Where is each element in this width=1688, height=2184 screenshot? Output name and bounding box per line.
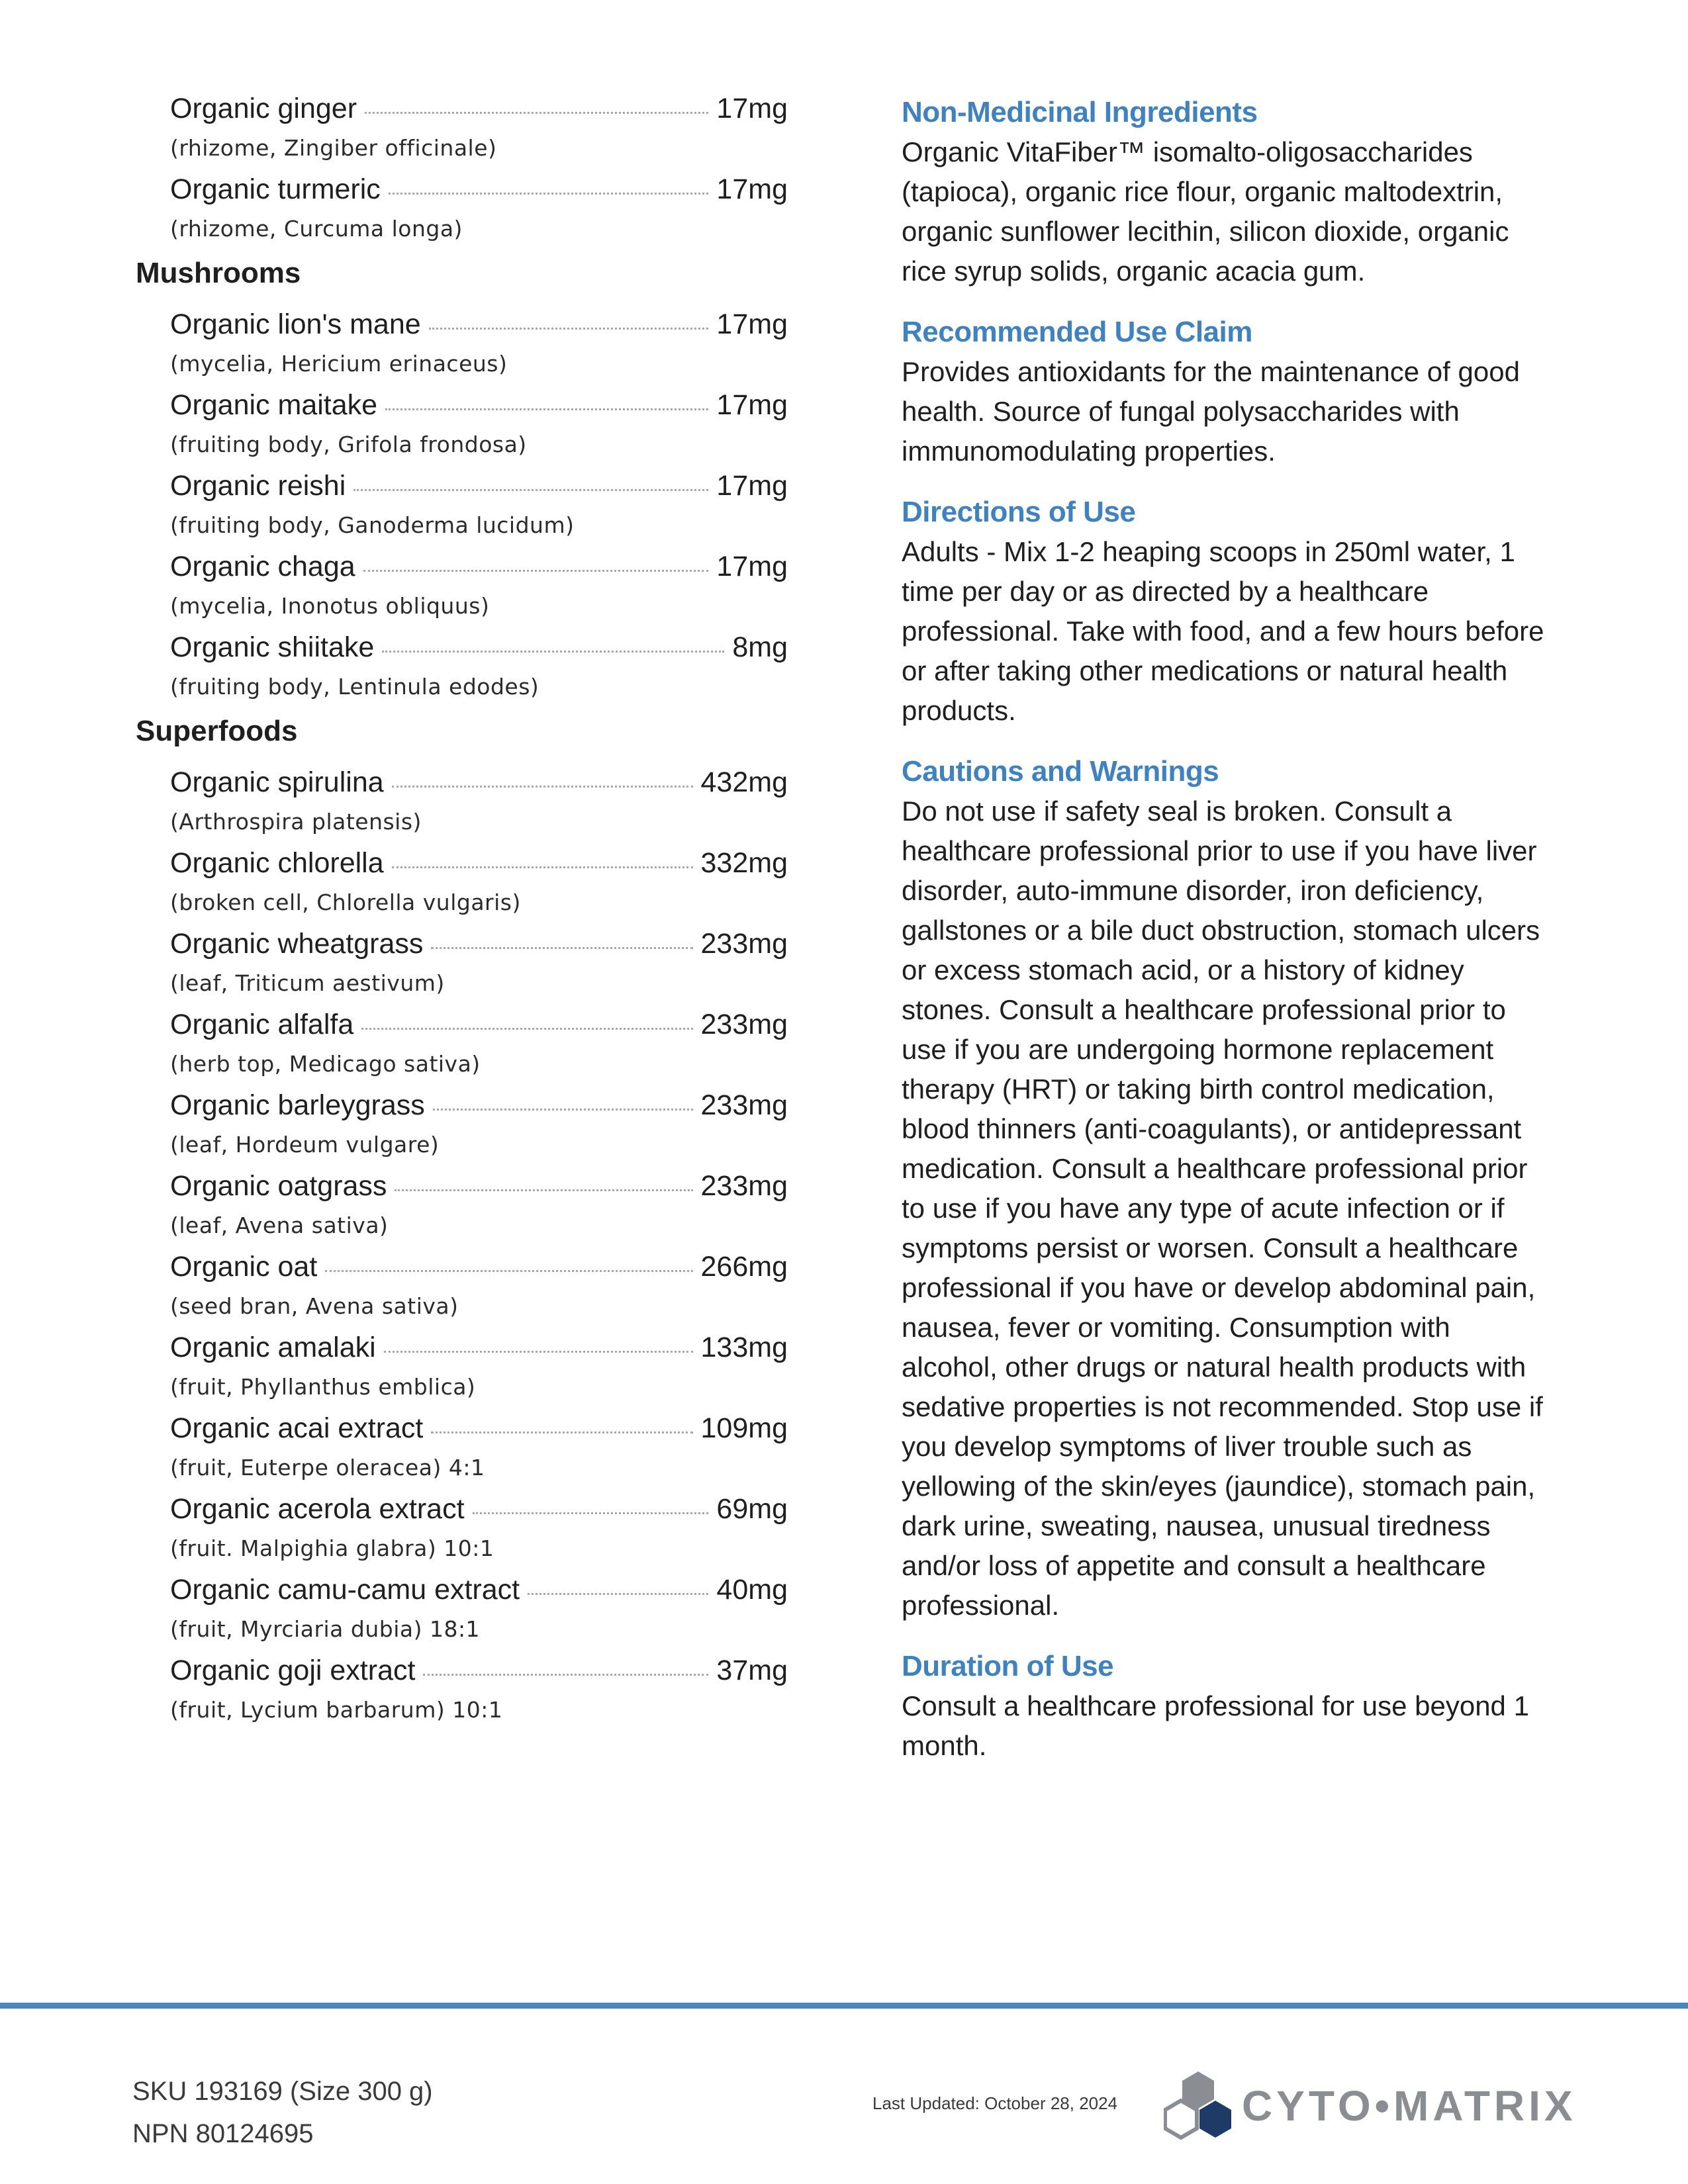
- ingredient-source: (broken cell, Chlorella vulgaris): [170, 889, 521, 915]
- dot-leader: [392, 785, 693, 788]
- dot-leader: [325, 1269, 692, 1272]
- dot-leader: [473, 1512, 709, 1514]
- ingredient-item: [170, 1574, 788, 1645]
- ingredient-source: (rhizome, Curcuma longa): [170, 216, 463, 242]
- ingredient-item: [170, 551, 788, 622]
- section-body: Do not use if safety seal is broken. Consult a healthcare professional prior to use if you have liver disorder, auto-immune disorder, iron deficiency, gallstones or a bile duct obstruction, stomach ulcers or excess stomach acid, or a history of kidney stones. Consult a healthcare professional prior to use if you are undergoing hormone replacement therapy (HRT) or taking birth control medication, blood thinners (anti-coagulants), or antidepressant medication. Consult a healthcare professional prior to use if you have any type of acute infection or if symptoms persist or worsen. Consult a healthcare professional if you have or develop abdominal pain, nausea, fever or vomiting. Consumption with alcohol, other drugs or natural health products with sedative properties is not recommended. Stop use if you develop symptoms of liver trouble such as yellowing of the skin/eyes (jaundice), stomach pain, dark urine, sweating, nausea, unusual tiredness and/or loss of appetite and consult a healthcare professional.: [902, 796, 1543, 1621]
- top-items: [136, 93, 788, 245]
- dot-leader: [361, 1027, 692, 1030]
- info-section: [902, 492, 1554, 731]
- ingredient-source: (fruit, Euterpe oleracea) 4:1: [170, 1455, 485, 1480]
- ingredient-row: [170, 551, 788, 590]
- ingredient-amount: 17mg: [716, 470, 788, 502]
- section-heading: Non-Medicinal Ingredients: [902, 96, 1258, 128]
- ingredient-source: (fruiting body, Lentinula edodes): [170, 674, 539, 700]
- ingredient-amount: 133mg: [700, 1332, 788, 1363]
- ingredient-item: [170, 1332, 788, 1403]
- section-heading: Directions of Use: [902, 496, 1136, 528]
- ingredient-source: (leaf, Hordeum vulgare): [170, 1132, 440, 1158]
- ingredient-row: [170, 93, 788, 132]
- ingredient-row: [170, 470, 788, 510]
- ingredient-row: [170, 1009, 788, 1048]
- ingredient-amount: 233mg: [700, 1009, 788, 1040]
- dot-leader: [389, 192, 709, 195]
- ingredient-source: (fruiting body, Ganoderma lucidum): [170, 512, 575, 538]
- ingredient-item: [170, 766, 788, 838]
- ingredient-row: [170, 1655, 788, 1694]
- info-section: [902, 752, 1554, 1625]
- ingredient-name: Organic barleygrass: [170, 1089, 425, 1121]
- ingredient-amount: 69mg: [716, 1493, 788, 1525]
- ingredient-name: Organic camu-camu extract: [170, 1574, 520, 1606]
- ingredient-row: [170, 1574, 788, 1614]
- ingredient-row: [170, 1170, 788, 1210]
- ingredient-name: Organic wheatgrass: [170, 928, 424, 960]
- ingredient-row: [170, 1493, 788, 1533]
- ingredient-amount: 17mg: [716, 173, 788, 205]
- ingredient-amount: 17mg: [716, 551, 788, 582]
- info-section: [902, 312, 1554, 471]
- section-heading: Cautions and Warnings: [902, 755, 1219, 788]
- ingredient-item: [170, 1412, 788, 1484]
- ingredient-item: [170, 1655, 788, 1726]
- cytomatrix-logo: [1164, 2070, 1577, 2142]
- logo-text: CYTO•MATRIX: [1242, 2082, 1577, 2130]
- ingredient-amount: 17mg: [716, 389, 788, 421]
- ingredient-row: [170, 847, 788, 887]
- ingredient-item: [170, 928, 788, 999]
- dot-leader: [431, 1431, 692, 1433]
- ingredient-source: (fruit, Phyllanthus emblica): [170, 1374, 476, 1400]
- ingredient-amount: 17mg: [716, 308, 788, 340]
- group-title: Superfoods: [136, 715, 298, 747]
- ingredient-amount: 233mg: [700, 928, 788, 960]
- ingredient-source: (mycelia, Inonotus obliquus): [170, 593, 490, 619]
- ingredient-amount: 37mg: [716, 1655, 788, 1686]
- dot-leader: [392, 866, 693, 868]
- ingredient-item: [170, 1493, 788, 1565]
- dot-leader: [363, 569, 709, 572]
- dot-leader: [353, 488, 708, 491]
- ingredient-group: [136, 254, 788, 703]
- ingredient-source: (fruiting body, Grifola frondosa): [170, 432, 527, 457]
- ingredient-name: Organic chaga: [170, 551, 355, 582]
- section-body: Provides antioxidants for the maintenance of good health. Source of fungal polysaccharides with immunomodulating properties.: [902, 356, 1520, 467]
- ingredient-row: [170, 1412, 788, 1452]
- ingredient-name: Organic goji extract: [170, 1655, 416, 1686]
- section-heading: Recommended Use Claim: [902, 316, 1252, 348]
- dot-leader: [365, 111, 708, 114]
- dot-leader: [385, 408, 708, 410]
- ingredient-item: [170, 847, 788, 919]
- ingredient-row: [170, 1332, 788, 1371]
- ingredient-name: Organic spirulina: [170, 766, 384, 798]
- ingredient-source: (fruit. Malpighia glabra) 10:1: [170, 1535, 494, 1561]
- ingredient-name: Organic chlorella: [170, 847, 384, 879]
- ingredient-source: (rhizome, Zingiber officinale): [170, 135, 497, 161]
- ingredient-item: [170, 1089, 788, 1161]
- ingredient-name: Organic maitake: [170, 389, 378, 421]
- group-title: Mushrooms: [136, 257, 301, 289]
- ingredient-name: Organic acai extract: [170, 1412, 424, 1444]
- info-section: [902, 1647, 1554, 1766]
- ingredient-row: [170, 1251, 788, 1291]
- ingredient-item: [170, 93, 788, 164]
- ingredient-amount: 332mg: [700, 847, 788, 879]
- dot-leader: [431, 946, 692, 949]
- ingredient-item: [170, 1170, 788, 1242]
- section-body: Organic VitaFiber™ isomalto-oligosaccharides (tapioca), organic rice flour, organic maltodextrin, organic sunflower lecithin, silicon dioxide, organic rice syrup solids, organic acacia gum.: [902, 136, 1509, 287]
- section-body: Adults - Mix 1-2 heaping scoops in 250ml water, 1 time per day or as directed by a healthcare professional. Take with food, and a few hours before or after taking other medications or natural health products.: [902, 536, 1544, 726]
- ingredient-amount: 233mg: [700, 1170, 788, 1202]
- ingredient-groups: [136, 254, 788, 1726]
- sku-text: SKU 193169 (Size 300 g): [132, 2077, 433, 2106]
- ingredient-source: (leaf, Triticum aestivum): [170, 970, 445, 996]
- dot-leader: [528, 1592, 708, 1595]
- product-info: [902, 93, 1554, 1787]
- ingredient-item: [170, 1009, 788, 1080]
- ingredient-source: (mycelia, Hericium erinaceus): [170, 351, 508, 377]
- ingredient-amount: 17mg: [716, 93, 788, 124]
- ingredient-amount: 109mg: [700, 1412, 788, 1444]
- npn-text: NPN 80124695: [132, 2119, 314, 2148]
- ingredient-row: [170, 766, 788, 806]
- ingredient-row: [170, 389, 788, 429]
- ingredient-name: Organic reishi: [170, 470, 346, 502]
- ingredient-source: (herb top, Medicago sativa): [170, 1051, 481, 1077]
- ingredient-list: [136, 93, 788, 1735]
- dot-leader: [384, 1350, 693, 1353]
- ingredient-name: Organic shiitake: [170, 631, 375, 663]
- ingredient-row: [170, 928, 788, 968]
- ingredient-name: Organic oatgrass: [170, 1170, 387, 1202]
- ingredient-row: [170, 173, 788, 213]
- ingredient-amount: 266mg: [700, 1251, 788, 1283]
- ingredient-amount: 233mg: [700, 1089, 788, 1121]
- ingredient-amount: 432mg: [700, 766, 788, 798]
- footer-divider: [0, 2003, 1688, 2009]
- ingredient-source: (leaf, Avena sativa): [170, 1212, 389, 1238]
- ingredient-row: [170, 1089, 788, 1129]
- dot-leader: [395, 1189, 692, 1191]
- hexagon-cluster-icon: [1164, 2069, 1233, 2144]
- section-heading: Duration of Use: [902, 1650, 1114, 1682]
- ingredient-amount: 8mg: [732, 631, 788, 663]
- dot-leader: [423, 1673, 708, 1676]
- dot-leader: [429, 327, 709, 330]
- ingredient-amount: 40mg: [716, 1574, 788, 1606]
- ingredient-name: Organic alfalfa: [170, 1009, 354, 1040]
- ingredient-name: Organic acerola extract: [170, 1493, 465, 1525]
- ingredient-item: [170, 1251, 788, 1322]
- last-updated: Last Updated: October 28, 2024: [872, 2093, 1118, 2113]
- ingredient-row: [170, 308, 788, 348]
- ingredient-source: (fruit, Lycium barbarum) 10:1: [170, 1697, 503, 1723]
- ingredient-name: Organic oat: [170, 1251, 318, 1283]
- ingredient-group: [136, 712, 788, 1726]
- ingredient-name: Organic amalaki: [170, 1332, 376, 1363]
- ingredient-source: (seed bran, Avena sativa): [170, 1293, 459, 1319]
- ingredient-item: [170, 308, 788, 380]
- product-codes: [132, 2070, 433, 2155]
- ingredient-item: [170, 631, 788, 703]
- dot-leader: [382, 650, 724, 653]
- ingredient-item: [170, 470, 788, 541]
- ingredient-item: [170, 173, 788, 245]
- ingredient-name: Organic lion's mane: [170, 308, 421, 340]
- ingredient-row: [170, 631, 788, 671]
- ingredient-source: (Arthrospira platensis): [170, 809, 422, 835]
- section-body: Consult a healthcare professional for use beyond 1 month.: [902, 1690, 1529, 1761]
- info-section: [902, 93, 1554, 291]
- ingredient-name: Organic ginger: [170, 93, 357, 124]
- ingredient-source: (fruit, Myrciaria dubia) 18:1: [170, 1616, 481, 1642]
- dot-leader: [433, 1108, 693, 1111]
- ingredient-item: [170, 389, 788, 461]
- ingredient-name: Organic turmeric: [170, 173, 381, 205]
